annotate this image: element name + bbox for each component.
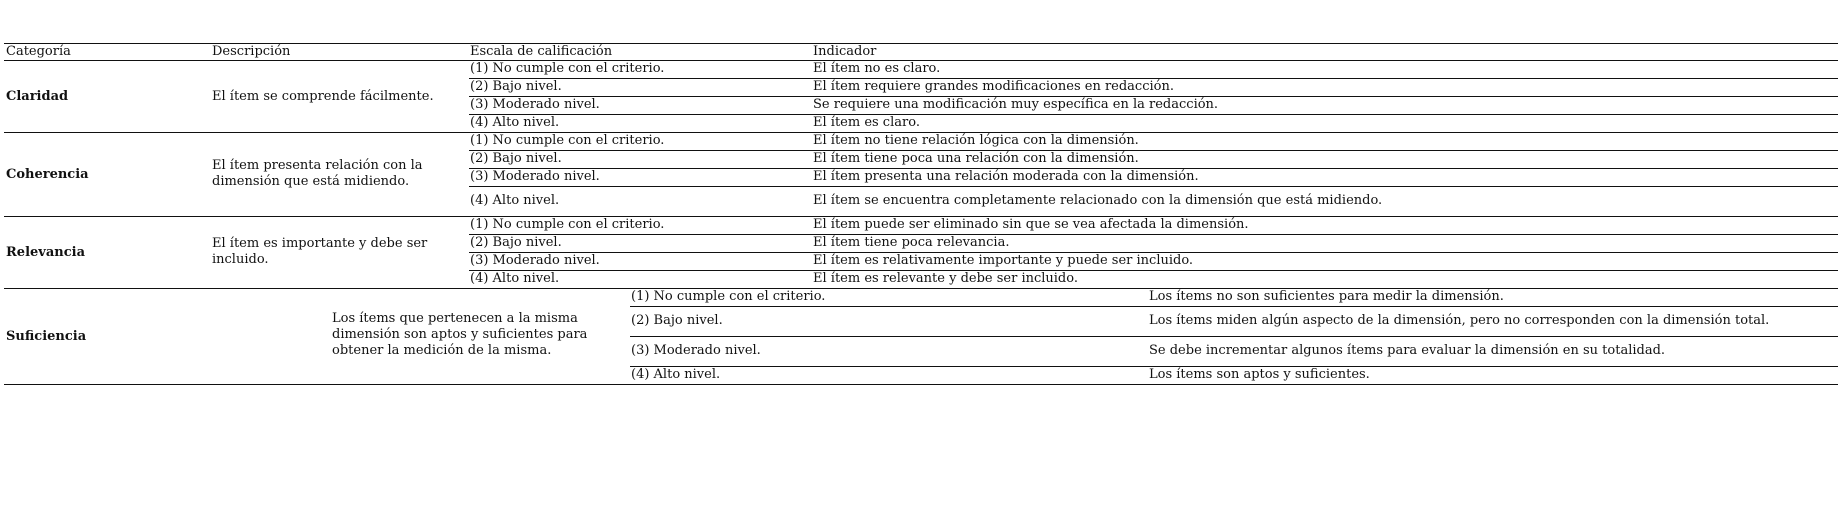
row-rule [630, 336, 1838, 337]
header-descripcion: Descripción [212, 44, 291, 59]
row-rule [469, 114, 1838, 115]
indicador-cell: El ítem presenta una relación moderada con la dimensión. [813, 169, 1199, 184]
table-bottom-rule [4, 384, 1838, 385]
escala-cell: (1) No cumple con el criterio. [470, 61, 665, 76]
indicador-cell: Se requiere una modificación muy específica en la redacción. [813, 97, 1219, 112]
group-rule [4, 288, 1838, 289]
escala-cell: (2) Bajo nivel. [470, 79, 562, 94]
indicador-cell: El ítem no es claro. [813, 61, 941, 76]
escala-cell: (4) Alto nivel. [470, 271, 560, 286]
indicador-cell: El ítem puede ser eliminado sin que se vea afectada la dimensión. [813, 217, 1249, 232]
escala-cell: (2) Bajo nivel. [470, 235, 562, 250]
escala-cell: (1) No cumple con el criterio. [631, 289, 826, 304]
escala-cell: (1) No cumple con el criterio. [470, 217, 665, 232]
escala-cell: (3) Moderado nivel. [470, 169, 600, 184]
description-claridad: El ítem se comprende fácilmente. [212, 89, 434, 104]
indicador-cell: El ítem tiene poca una relación con la dimensión. [813, 151, 1139, 166]
escala-cell: (3) Moderado nivel. [470, 253, 600, 268]
escala-cell: (4) Alto nivel. [470, 193, 560, 208]
row-rule [469, 234, 1838, 235]
description-suficiencia: Los ítems que pertenecen a la misma dimensión son aptos y suficientes para obtener la medición de la misma. [332, 311, 588, 358]
category-coherencia: Coherencia [6, 167, 89, 182]
row-rule [469, 270, 1838, 271]
escala-cell: (4) Alto nivel. [631, 367, 721, 382]
category-relevancia: Relevancia [6, 245, 85, 260]
row-rule [469, 186, 1838, 187]
description-relevancia: El ítem es importante y debe ser incluido. [212, 236, 428, 267]
category-suficiencia: Suficiencia [6, 329, 87, 344]
indicador-cell: El ítem se encuentra completamente relacionado con la dimensión que está midiendo. [813, 193, 1383, 208]
header-indicador: Indicador [813, 44, 877, 59]
indicador-cell: Los ítems miden algún aspecto de la dimensión, pero no corresponden con la dimensión total. [1149, 313, 1770, 328]
escala-cell: (3) Moderado nivel. [631, 343, 761, 358]
indicador-cell: Se debe incrementar algunos ítems para evaluar la dimensión en su totalidad. [1149, 343, 1666, 358]
indicador-cell: El ítem es relevante y debe ser incluido. [813, 271, 1078, 286]
escala-cell: (2) Bajo nivel. [470, 151, 562, 166]
indicador-cell: El ítem requiere grandes modificaciones en redacción. [813, 79, 1174, 94]
row-rule [469, 150, 1838, 151]
indicador-cell: El ítem es relativamente importante y puede ser incluido. [813, 253, 1194, 268]
indicador-cell: Los ítems son aptos y suficientes. [1149, 367, 1370, 382]
escala-cell: (4) Alto nivel. [470, 115, 560, 130]
header-escala: Escala de calificación [470, 44, 613, 59]
row-rule [630, 306, 1838, 307]
indicador-cell: Los ítems no son suficientes para medir la dimensión. [1149, 289, 1504, 304]
escala-cell: (2) Bajo nivel. [631, 313, 723, 328]
indicador-cell: El ítem no tiene relación lógica con la dimensión. [813, 133, 1139, 148]
description-coherencia: El ítem presenta relación con la dimensión que está midiendo. [212, 158, 423, 189]
escala-cell: (3) Moderado nivel. [470, 97, 600, 112]
header-categoria: Categoría [6, 44, 71, 59]
indicador-cell: El ítem es claro. [813, 115, 920, 130]
escala-cell: (1) No cumple con el criterio. [470, 133, 665, 148]
category-claridad: Claridad [6, 89, 69, 104]
indicador-cell: El ítem tiene poca relevancia. [813, 235, 1010, 250]
